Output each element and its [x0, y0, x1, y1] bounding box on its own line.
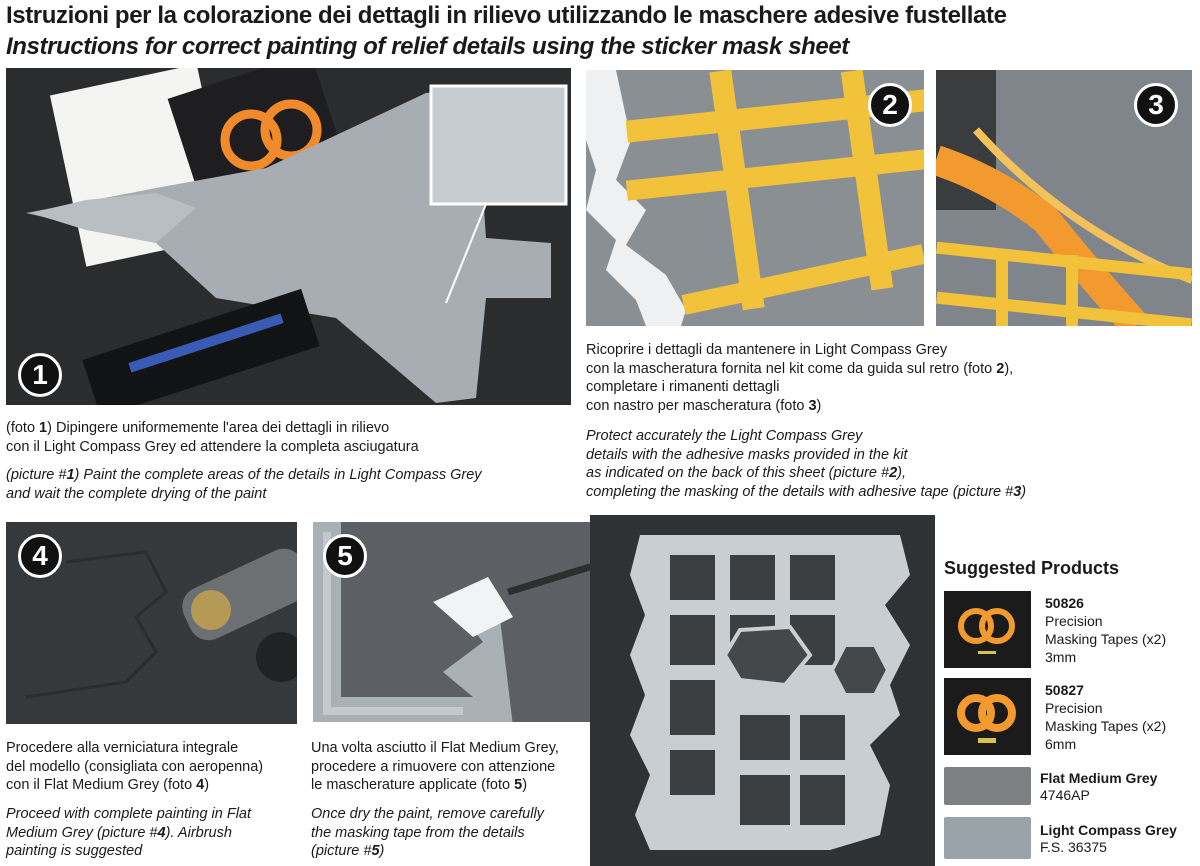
- color-info-flat-medium-grey: Flat Medium Grey 4746AP: [1040, 770, 1158, 803]
- photo-step-5: [311, 520, 604, 724]
- color-swatch-light-compass-grey: [944, 817, 1031, 859]
- aircraft-illustration: [6, 68, 571, 405]
- product-image-50826: [944, 591, 1031, 668]
- suggested-products-heading: Suggested Products: [944, 558, 1120, 578]
- step-number-badge: 2: [868, 83, 912, 127]
- step-number-badge: 1: [18, 353, 62, 397]
- tape-rolls-icon: [944, 678, 1031, 755]
- product-info-50826: 50826 Precision Masking Tapes (x2) 3mm: [1045, 595, 1167, 665]
- title-english: Instructions for correct painting of relief details using the sticker mask sheet: [6, 33, 849, 60]
- photo-step-1: [6, 68, 571, 405]
- step-number-badge: 5: [323, 534, 367, 578]
- step-number-badge: 3: [1134, 83, 1178, 127]
- photo-step-2: [586, 70, 924, 326]
- step-5-text-italian: Una volta asciutto il Flat Medium Grey, procedere a rimuovere con attenzione le mascherature applicate (foto 5): [311, 740, 559, 793]
- color-swatch-flat-medium-grey: [944, 767, 1031, 805]
- step-2-3-text-italian: Ricoprire i dettagli da mantenere in Light Compass Grey con la mascheratura fornita nel kit come da guida sul retro (foto 2), completare i rimanenti dettagli con nastro per mascheratura (foto 3): [586, 342, 1014, 414]
- photo-step-4: [6, 522, 297, 724]
- step-4-text-english: Proceed with complete painting in Flat Medium Grey (picture #4). Airbrush painting is suggested: [6, 806, 252, 859]
- step-1-text-italian: (foto 1) Dipingere uniformemente l'area dei dettagli in rilievo con il Light Compass Grey ed attendere la completa asciugatura: [6, 420, 419, 455]
- step-number-badge: 4: [18, 534, 62, 578]
- step-1-text-english: (picture #1) Paint the complete areas of the details in Light Compass Grey and wait the complete drying of the paint: [6, 467, 482, 502]
- color-info-light-compass-grey: Light Compass Grey F.S. 36375: [1040, 822, 1177, 855]
- step-5-text-english: Once dry the paint, remove carefully the masking tape from the details (picture #5): [311, 806, 544, 859]
- product-image-50827: [944, 678, 1031, 755]
- step-4-text-italian: Procedere alla verniciatura integrale del modello (consigliata con aeropenna) con il Flat Medium Grey (foto 4): [6, 740, 264, 793]
- title-italian: Istruzioni per la colorazione dei dettagli in rilievo utilizzando le maschere adesive fustellate: [6, 2, 1007, 29]
- step-2-3-text-english: Protect accurately the Light Compass Grey details with the adhesive masks provided in the kit as indicated on the back of this sheet (picture #2), completing the masking of the details with adhesive tape (picture #3): [586, 428, 1027, 500]
- tape-rolls-icon: [944, 591, 1031, 668]
- product-info-50827: 50827 Precision Masking Tapes (x2) 6mm: [1045, 682, 1167, 752]
- photo-mask-sheet: [590, 515, 935, 866]
- photo-step-3: [936, 70, 1192, 326]
- mask-sheet-illustration: [590, 515, 935, 866]
